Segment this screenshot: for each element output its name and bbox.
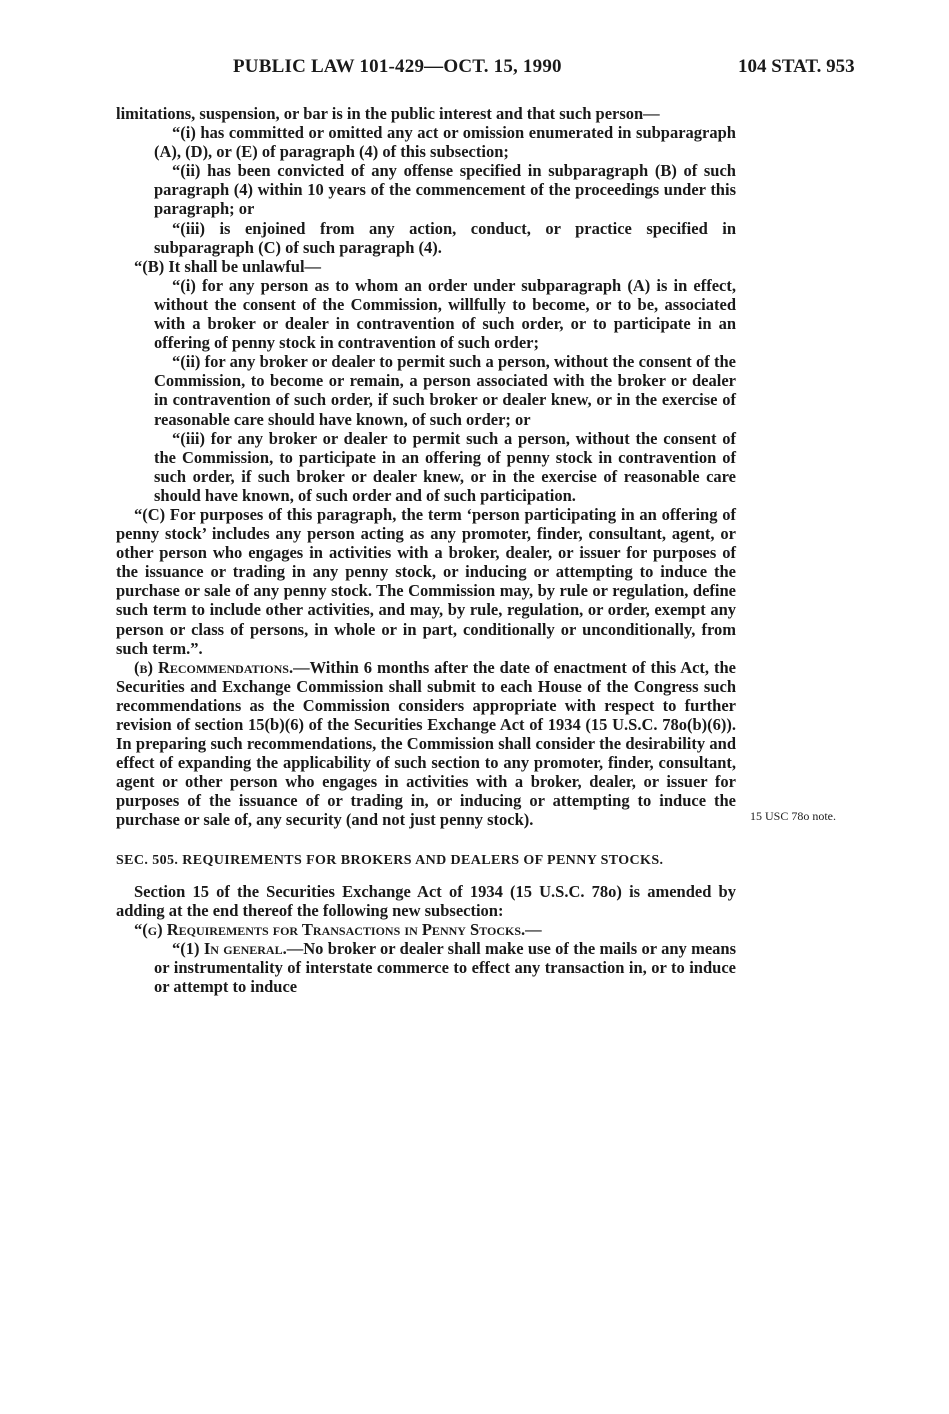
section-intro: Section 15 of the Securities Exchange Act of 1934 (15 U.S.C. 78o) is amended by adding at the end thereof the following new subsection: [116, 881, 736, 920]
subparagraph-b: “(B) It shall be unlawful— [134, 256, 322, 276]
page-body [116, 104, 736, 996]
clause-b-ii: “(ii) for any broker or dealer to permit such a person, without the consent of the Commission, to become or remain, a person associated with the broker or dealer in contravention of such order, if such broker or dealer knew, or in the exercise of reasonable care should have known, of such order; or [154, 352, 736, 429]
subparagraph-c: “(C) For purposes of this paragraph, the term ‘person participating in an offering of penny stock’ includes any person acting as any promoter, finder, consultant, agent, or other person who engages in activities with a broker, dealer, or issuer for purposes of the issuance or trading in any penny stock, or inducing or attempting to induce the purchase or sale of any penny stock. The Commission may, by rule or regulation, define such term to include other activities, and may, by rule, regulation, or order, exempt any person or class of persons, in whole or in part, conditionally or unconditionally, from such term.”. [116, 504, 736, 658]
law-title: PUBLIC LAW 101-429—OCT. 15, 1990 [233, 56, 562, 77]
running-header [0, 56, 949, 80]
paragraph-1 [116, 939, 736, 996]
subsection-g-heading [116, 920, 736, 939]
section-heading: SEC. 505. REQUIREMENTS FOR BROKERS AND DEALERS OF PENNY STOCKS. [116, 852, 664, 868]
recommendations-paragraph [116, 658, 736, 830]
recommendations-heading: (b) Recommendations. [134, 657, 294, 677]
clause-b-iii: “(iii) for any broker or dealer to permit such a person, without the consent of the Commission, to participate in an offering of penny stock in contravention of such order, if such broker or dealer knew, or in the exercise of reasonable care should have known, of such order and of such participation. [154, 428, 736, 505]
clause-i: “(i) has committed or omitted any act or omission enumerated in subparagraph (A), (D), or (E) of paragraph (4) of this subsection; [154, 123, 736, 162]
recommendations-text: —Within 6 months after the date of enactment of this Act, the Securities and Exchange Commission shall submit to each House of the Congress such recommendations as the Commission considers appropriate with respect to further revision of section 15(b)(6) of the Securities Exchange Act of 1934 (15 U.S.C. 78o(b)(6)). In preparing such recommendations, the Commission shall consider the desirability and effect of expanding the applicability of such section to any promoter, finder, consultant, agent or other person who engages in activities with a broker, dealer, or issuer for purposes of the issuance of or trading in, or inducing or attempting to induce the purchase or sale of, any security (and not just penny stock). [116, 657, 736, 830]
margin-citation-note: 15 USC 78o note. [750, 809, 837, 823]
paragraph-continuation: limitations, suspension, or bar is in the public interest and that such person— [116, 104, 660, 123]
in-general-text: —No broker or dealer shall make use of the mails or any means or instrumentality of interstate commerce to effect any transaction in, or to induce or attempt to induce [154, 938, 737, 997]
stat-page-number: 104 STAT. 953 [738, 56, 855, 77]
clause-iii: “(iii) is enjoined from any action, conduct, or practice specified in subparagraph (C) of such paragraph (4). [154, 218, 736, 257]
clause-b-i: “(i) for any person as to whom an order under subparagraph (A) is in effect, without the consent of the Commission, willfully to become, or to be, associated with a broker or dealer in contravention of such order, or to participate in an offering of penny stock in contravention of such order; [154, 275, 736, 353]
in-general-heading: “(1) In general. [172, 938, 287, 958]
subsection-g-title: “(g) Requirements for Transactions in Penny Stocks.— [134, 919, 542, 939]
clause-ii: “(ii) has been convicted of any offense specified in subparagraph (B) of such paragraph (4) within 10 years of the commencement of the proceedings under this paragraph; or [154, 161, 736, 219]
